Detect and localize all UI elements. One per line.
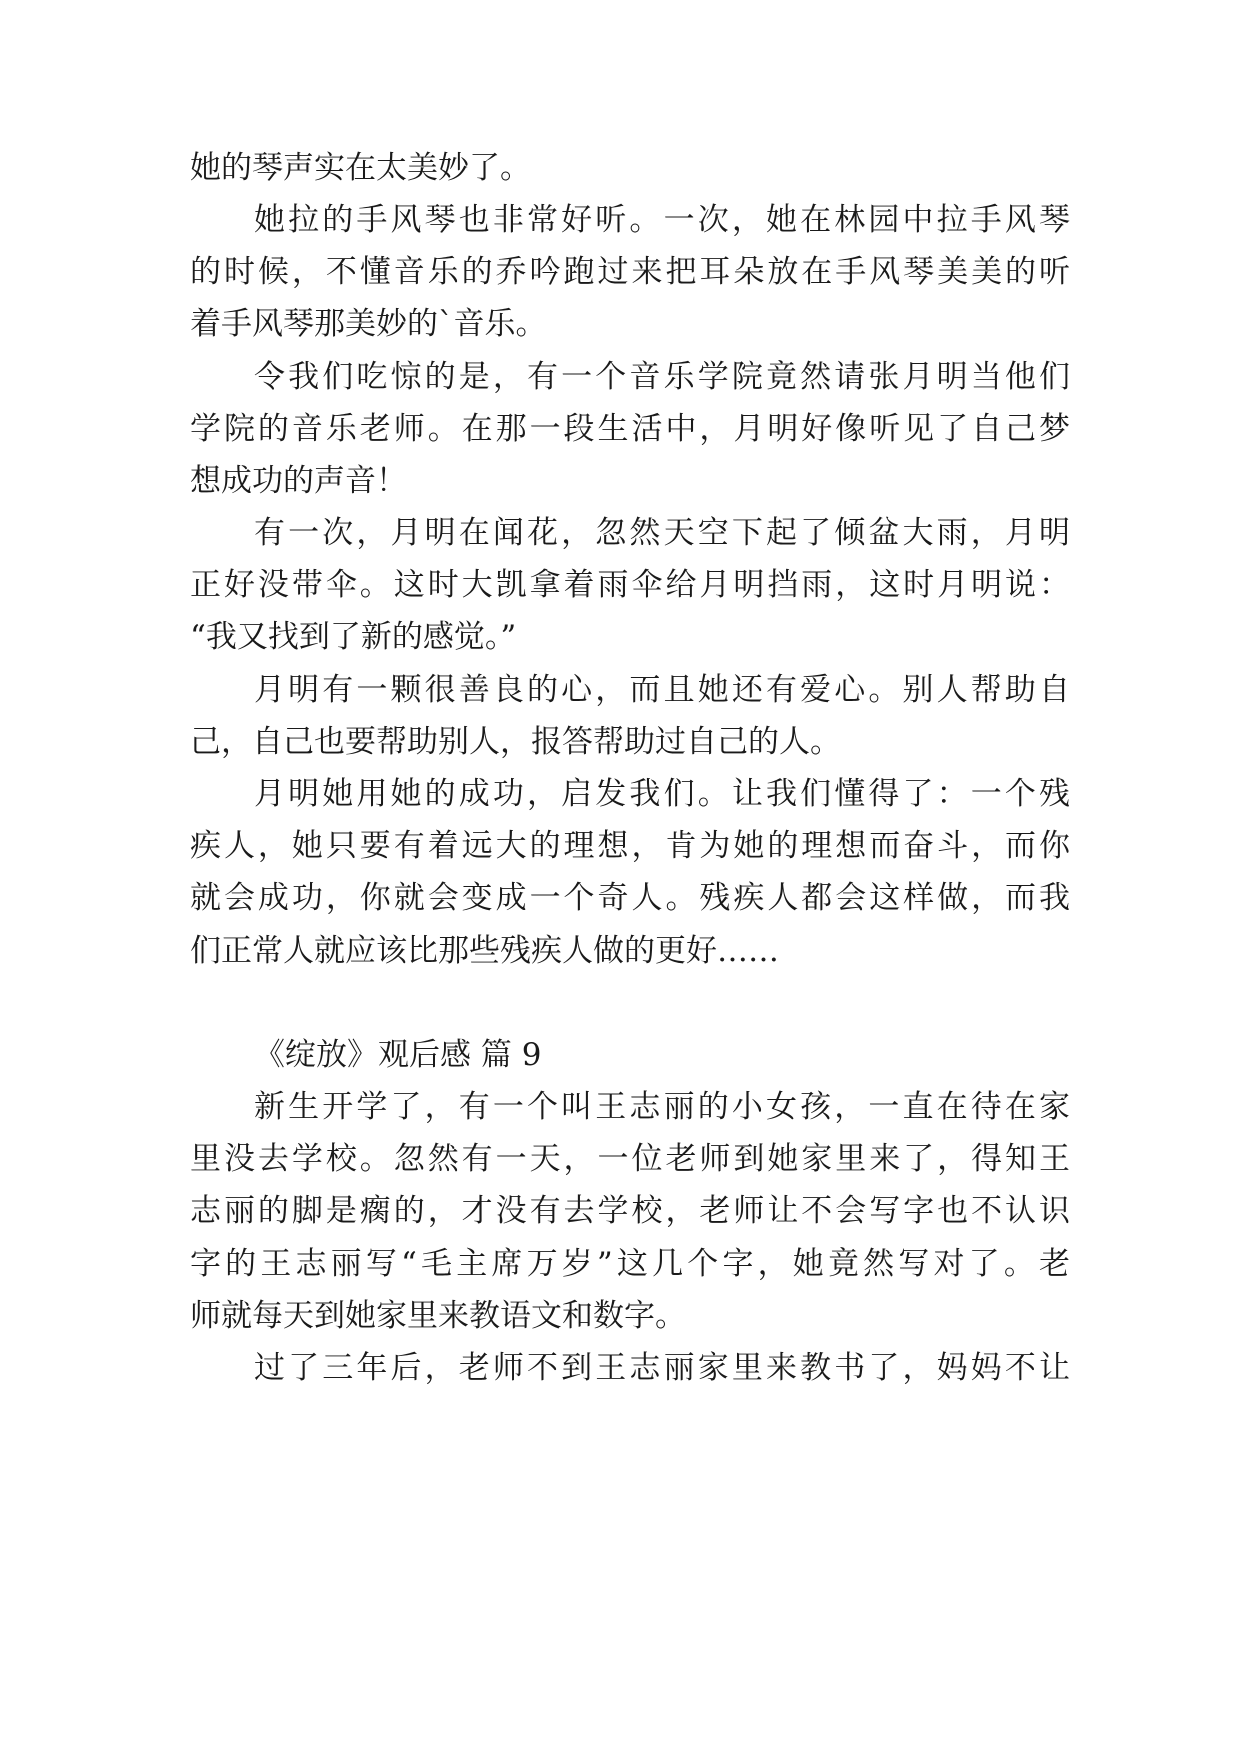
text-line: 正好没带伞。这时大凯拿着雨伞给月明挡雨，这时月明说：	[190, 567, 1070, 603]
text-line: 疾人，她只要有着远大的理想，肯为她的理想而奋斗，而你	[190, 828, 1070, 864]
text-line: 新生开学了，有一个叫王志丽的小女孩，一直在待在家	[254, 1089, 1070, 1125]
text-line: 己，自己也要帮助别人，报答帮助过自己的人。	[190, 724, 841, 760]
text-line: 学院的音乐老师。在那一段生活中，月明好像听见了自己梦	[190, 411, 1070, 447]
text-line: 月明她用她的成功，启发我们。让我们懂得了：一个残	[254, 776, 1070, 812]
text-line: 的时候，不懂音乐的乔吟跑过来把耳朵放在手风琴美美的听	[190, 254, 1070, 290]
text-line: 志丽的脚是瘸的，才没有去学校，老师让不会写字也不认识	[190, 1193, 1070, 1229]
text-line: “我又找到了新的感觉。”	[190, 619, 517, 655]
text-line: 们正常人就应该比那些残疾人做的更好……	[190, 933, 779, 969]
text-line: 过了三年后，老师不到王志丽家里来教书了，妈妈不让	[254, 1350, 1070, 1386]
text-line: 师就每天到她家里来教语文和数字。	[190, 1298, 686, 1334]
text-line: 她的琴声实在太美妙了。	[190, 150, 531, 186]
text-line: 想成功的声音！	[190, 463, 407, 499]
text-line: 着手风琴那美妙的`音乐。	[190, 306, 547, 342]
section-heading: 《绽放》观后感 篇 9	[254, 1037, 542, 1073]
text-line: 她拉的手风琴也非常好听。一次，她在林园中拉手风琴	[254, 202, 1070, 238]
text-line: 有一次，月明在闻花，忽然天空下起了倾盆大雨，月明	[254, 515, 1070, 551]
text-line: 月明有一颗很善良的心，而且她还有爱心。别人帮助自	[254, 672, 1070, 708]
text-line: 字的王志丽写“毛主席万岁”这几个字，她竟然写对了。老	[190, 1246, 1070, 1282]
text-line: 就会成功，你就会变成一个奇人。残疾人都会这样做，而我	[190, 880, 1070, 916]
text-line: 里没去学校。忽然有一天，一位老师到她家里来了，得知王	[190, 1141, 1070, 1177]
text-line: 令我们吃惊的是，有一个音乐学院竟然请张月明当他们	[254, 359, 1070, 395]
